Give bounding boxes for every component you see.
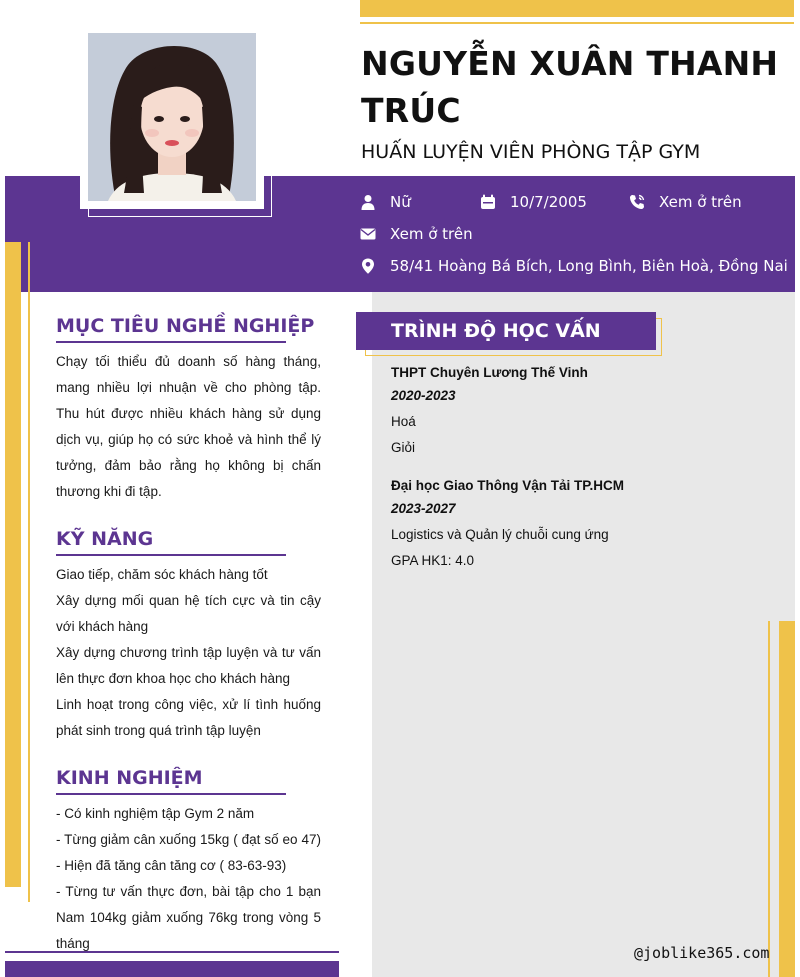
top-accent-line [360, 22, 794, 24]
contact-birthdate [480, 193, 587, 211]
contact-email [360, 225, 473, 243]
experience-underline [56, 793, 286, 795]
education-school: THPT Chuyên Lương Thế Vinh [391, 365, 588, 380]
experience-item: - Có kinh nghiệm tập Gym 2 năm [56, 806, 255, 821]
education-major: Logistics và Quản lý chuỗi cung ứng [391, 527, 609, 542]
location-icon [360, 258, 376, 274]
mail-icon [360, 226, 376, 242]
education-major: Hoá [391, 414, 416, 429]
education-school: Đại học Giao Thông Vận Tải TP.HCM [391, 478, 625, 493]
skills-underline [56, 554, 286, 556]
experience-list [56, 801, 321, 957]
education-years: 2020-2023 [391, 388, 456, 403]
objective-underline [56, 341, 286, 343]
experience-title: KINH NGHIỆM [56, 767, 203, 789]
education-title: TRÌNH ĐỘ HỌC VẤN [356, 312, 656, 350]
education-detail: Giỏi [391, 440, 416, 455]
objective-body: Chạy tối thiểu đủ doanh số hàng tháng, mang nhiều lợi nhuận về cho phòng tập. Thu hút được nhiều khách hàng sử dụng dịch vụ, giúp họ có sức khoẻ và hình thể lý tưởng, đảm bảo rằng họ không bị chấn thương khi đi tập. [56, 354, 321, 499]
skill-item: Xây dựng chương trình tập luyện và tư vấn lên thực đơn khoa học cho khách hàng [56, 645, 321, 686]
phone-value: Xem ở trên [659, 193, 742, 211]
contact-phone [629, 193, 742, 211]
email-value: Xem ở trên [390, 225, 473, 243]
top-accent-bar [360, 0, 794, 17]
right-accent-bar [779, 621, 795, 977]
skills-title: KỸ NĂNG [56, 528, 154, 550]
skill-item: Linh hoạt trong công việc, xử lí tình huống phát sinh trong quá trình tập luyện [56, 697, 321, 738]
education-years: 2023-2027 [391, 501, 456, 516]
profile-photo [88, 33, 256, 201]
calendar-icon [480, 194, 496, 210]
skill-item: Giao tiếp, chăm sóc khách hàng tốt [56, 567, 268, 582]
address-value: 58/41 Hoàng Bá Bích, Long Bình, Biên Hoà, Đồng Nai [390, 257, 788, 275]
candidate-name: NGUYỄN XUÂN THANH TRÚC [361, 44, 779, 130]
bottom-accent-bar [5, 961, 339, 977]
education-detail: GPA HK1: 4.0 [391, 553, 475, 568]
gender-value: Nữ [390, 193, 411, 211]
contact-gender [360, 193, 411, 211]
watermark: @joblike365.com [634, 944, 770, 962]
birthdate-value: 10/7/2005 [510, 193, 587, 211]
skill-item: Xây dựng mối quan hệ tích cực và tin cậy với khách hàng [56, 593, 321, 634]
job-title: HUẤN LUYỆN VIÊN PHÒNG TẬP GYM [361, 141, 701, 163]
right-accent-line [768, 621, 770, 977]
contact-address [360, 257, 788, 275]
profile-photo-frame [80, 25, 264, 209]
education-entry [391, 476, 771, 574]
user-icon [360, 194, 376, 210]
phone-icon [629, 194, 645, 210]
left-accent-line [28, 242, 30, 902]
experience-item: - Từng tư vấn thực đơn, bài tập cho 1 bạn Nam 104kg giảm xuống 76kg trong vòng 5 tháng [56, 884, 321, 951]
left-accent-bar [5, 242, 21, 887]
skills-list [56, 562, 321, 744]
education-entry [391, 363, 771, 461]
experience-item: - Từng giảm cân xuống 15kg ( đạt số eo 47) - Hiện đã tăng cân tăng cơ ( 83-63-93) [56, 832, 321, 873]
objective-title: MỤC TIÊU NGHỀ NGHIỆP [56, 315, 315, 337]
